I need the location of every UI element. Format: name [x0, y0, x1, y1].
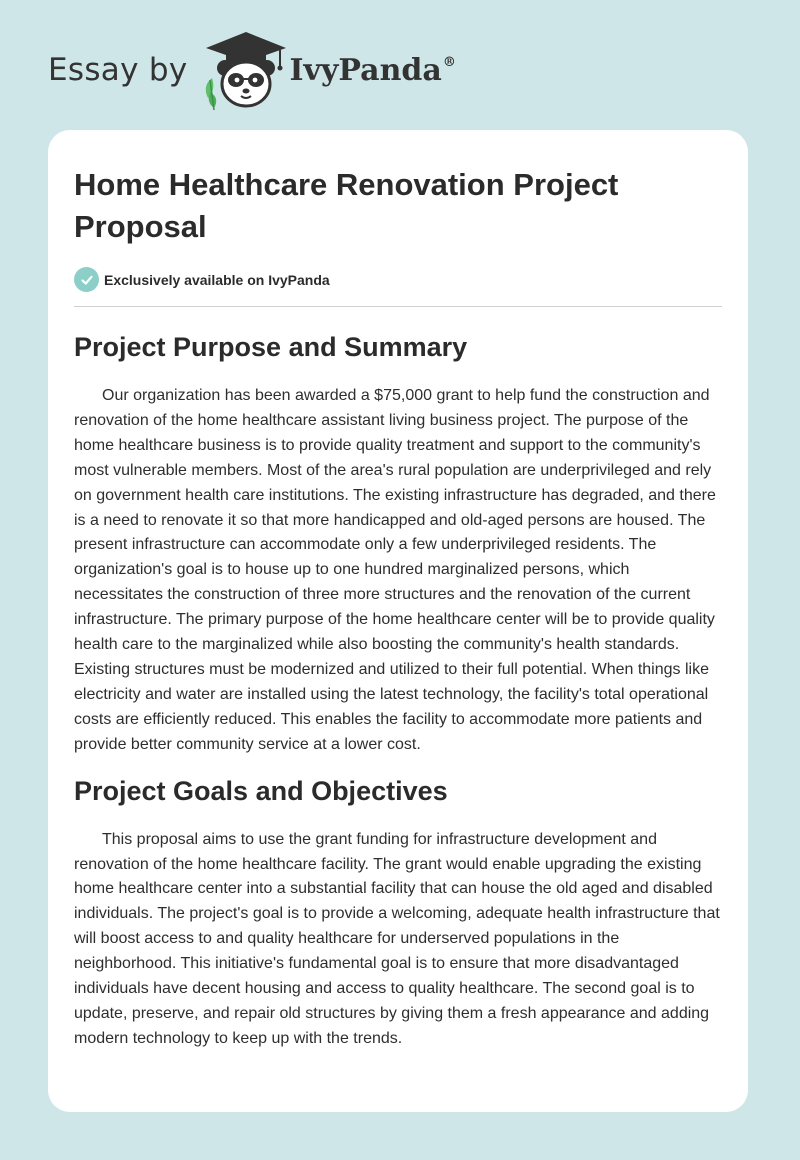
exclusive-badge	[74, 267, 722, 292]
brand-name-text: IvyPanda	[289, 52, 442, 88]
section-heading-purpose: Project Purpose and Summary	[74, 332, 468, 362]
panda-graduate-logo-icon	[200, 28, 292, 112]
essay-card	[48, 130, 748, 1112]
brand-header	[48, 28, 456, 112]
section-paragraph-purpose: Our organization has been awarded a $75,000 grant to help fund the construction and renovation of the home healthcare assistant living business project. The purpose of the home healthcare business is to provide quality treatment and support to the community's most vulnerable members. Most of the area's rural population are underprivileged and rely on government health care institutions. The existing infrastructure has degraded, and there is a need to renovate it so that more handicapped and old-aged persons are housed. The present infrastructure can accommodate only a few underprivileged residents. The organization's goal is to house up to one hundred marginalized persons, which necessitates the construction of three more structures and the renovation of the current infrastructure. The primary purpose of the home healthcare center will be to provide quality health care to the marginalized while also boosting the community's health standards. Existing structures must be modernized and utilized to their full potential. When things like electricity and water are installed using the latest technology, the facility's total operational costs are efficiently reduced. This enables the facility to accommodate more patients and provide better community service at a lower cost.	[74, 387, 716, 753]
section-heading-goals: Project Goals and Objectives	[74, 775, 448, 806]
page-title: Home Healthcare Renovation Project Proposal	[74, 167, 619, 244]
brand-name	[290, 53, 456, 88]
section-paragraph-goals: This proposal aims to use the grant funding for infrastructure development and renovation of the home healthcare facility. The grant would enable upgrading the existing home healthcare center into a substantial facility that can house the old aged and disabled individuals. The project's goal is to provide a welcoming, adequate health infrastructure that will boost access to and quality healthcare for underserved populations in the neighborhood. This initiative's fundamental goal is to ensure that more disadvantaged individuals have decent housing and access to quality healthcare. The second goal is to update, preserve, and repair old structures by giving them a fresh appearance and adding modern technology to keep up with the trends.	[74, 830, 720, 1047]
trademark-symbol: ®	[442, 54, 456, 70]
exclusive-label: Exclusively available on IvyPanda	[104, 271, 330, 288]
title-divider	[74, 306, 722, 307]
essay-by-label: Essay by	[48, 52, 188, 88]
check-circle-icon	[74, 267, 99, 292]
